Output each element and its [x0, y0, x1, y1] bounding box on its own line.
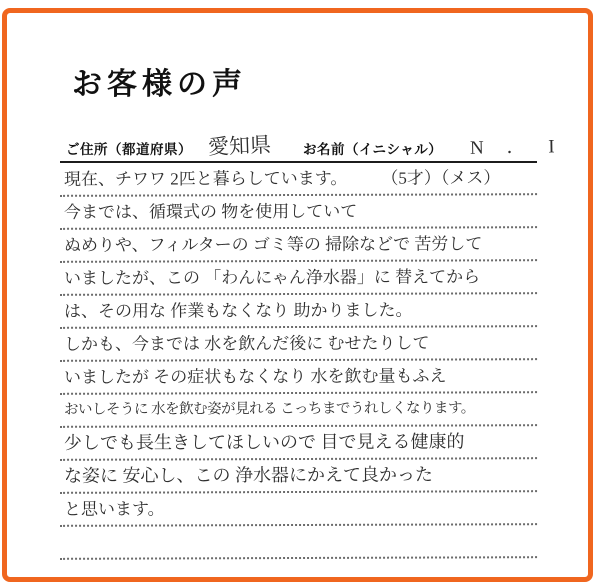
handwritten-line: いましたが その症状もなくなり 水を飲む量もふえ — [60, 360, 537, 395]
handwritten-line — [60, 525, 537, 560]
testimonial-lines — [60, 163, 537, 559]
name-label: お名前（イニシャル） — [303, 142, 443, 157]
handwritten-line: と思います。 — [60, 492, 537, 527]
handwritten-line: いましたが、この 「わんにゃん浄水器」に 替えてから — [60, 261, 537, 296]
handwritten-line: しかも、今までは 水を飲んだ後に むせたりして — [60, 327, 537, 362]
handwritten-line: な姿に 安心し、この 浄水器にかえて良かった — [60, 459, 537, 494]
handwritten-line: 今までは、循環式の 物を使用していて — [60, 195, 537, 230]
card-content — [7, 13, 588, 577]
customer-info-row — [60, 127, 564, 163]
handwritten-line: 現在、チワワ 2匹と暮らしています。 （5才）（メス） — [60, 162, 537, 197]
handwritten-line: は、その用な 作業もなくなり 助かりました。 — [60, 294, 537, 329]
handwritten-line: 少しでも長生きしてほしいので 目で見える健康的 — [60, 426, 537, 461]
handwritten-line: ぬめりや、フィルターの ゴミ等の 掃除などで 苦労して — [60, 228, 537, 263]
page-title: お客様の声 — [72, 68, 247, 101]
address-value: 愛知県 — [207, 132, 272, 160]
handwritten-line: おいしそうに 水を飲む姿が見れる こっちまでうれしくなります。 — [60, 393, 537, 428]
testimonial-card — [2, 8, 593, 582]
name-value: N ． I — [470, 136, 564, 159]
address-label: ご住所（都道府県） — [66, 142, 192, 157]
